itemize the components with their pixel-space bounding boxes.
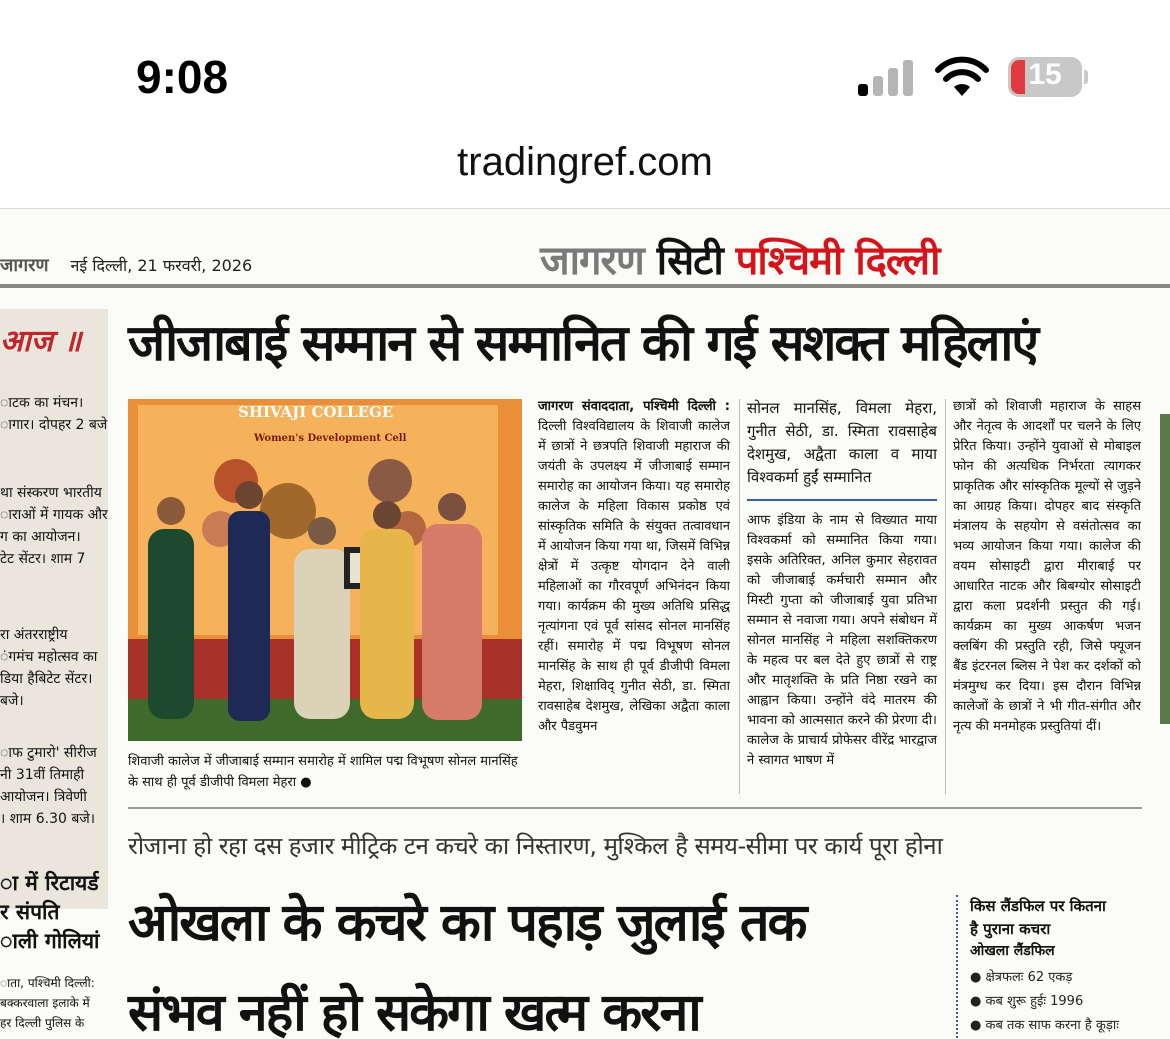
photo-banner-title: SHIVAJI COLLEGE [238, 403, 394, 421]
left-line: था संस्करण भारतीय [0, 485, 102, 501]
browser-url-bar[interactable] [0, 130, 1170, 209]
article-column-1-text: दिल्ली विश्वविद्यालय के शिवाजी कालेज में छात्रों ने छत्रपति शिवाजी महाराज की जयंती के उपलक्ष्य में जीजाबाई सम्मान समारोह का आयोजन किया। यह समारोह कालेज के महिला विकास प्रकोष्ठ एवं सांस्कृतिक समिति के संयुक्त तत्वावधान में आयोजन किया गया था, जिसमें विभिन्न क्षेत्रों में उत्कृष्ट योगदान देने वाली महिलाओं का गौरवपूर्ण अभिनंदन किया गया। कार्यक्रम की मुख्य अतिथि प्रसिद्ध नृत्यांगना एवं पूर्व सांसद सोनल मानसिंह रहीं। समारोह में पद्म विभूषण सोनल मानसिंह के साथ ही पूर्व डीजीपी विमला मेहरा, शिक्षाविद् गुनीत सेठी, डा. स्मिता रावसाहेब देशमुख, लेखिका अद्वैता काला और पैडवुमन [538, 419, 730, 734]
url-text[interactable]: tradingref.com [457, 140, 713, 184]
article2-subheadline: रोजाना हो रहा दस हजार मीट्रिक टन कचरे का निस्तारण, मुश्किल है समय-सीमा पर कार्य पूरा होना [128, 832, 943, 860]
info-box-subtitle: ओखला लैंडफिल [970, 943, 1055, 959]
battery-icon [1008, 57, 1088, 97]
info-box-title-2: है पुराना कचरा [970, 920, 1051, 938]
wifi-icon [934, 56, 990, 100]
left-event-2 [0, 482, 108, 570]
article-column-1 [538, 397, 730, 797]
section-divider [128, 807, 1142, 809]
left-line: डिया हैबिटेट सेंटर। [0, 671, 93, 687]
left-event-4 [0, 742, 108, 830]
left-line: ाता, पश्चिमी दिल्ली: [0, 976, 95, 990]
landfill-info-box [956, 895, 1140, 1038]
right-edge-photo [1160, 414, 1170, 724]
left-story-body [0, 973, 108, 1033]
article-byline: जागरण संवाददाता, पश्चिमी दिल्ली : [538, 399, 730, 414]
left-line: आयोजन। त्रिवेणी [0, 789, 87, 805]
left-story-headline [0, 869, 108, 956]
left-line: ाराओं में गायक और [0, 507, 108, 523]
battery-level: 15 [1028, 58, 1062, 91]
left-line: । शाम 6.30 बजे। [0, 811, 96, 827]
photo-caption: शिवाजी कालेज में जीजाबाई सम्मान समारोह में शामिल पद्म विभूषण सोनल मानसिंह के साथ ही पूर्व डीजीपी विमला मेहरा ● [128, 754, 518, 790]
left-event-1 [0, 392, 108, 436]
left-line: ाली गोलियां [0, 929, 100, 953]
info-box-item: ● क्षेत्रफलः 62 एकड़ [970, 970, 1073, 985]
left-line: रा अंतरराष्ट्रीय [0, 627, 68, 643]
left-line: ाफ टुमारो' सीरीज [0, 745, 97, 761]
left-line: बजे। [0, 693, 24, 709]
article-column-3-text: छात्रों को शिवाजी महाराज के साहस और नेतृत्व के आदर्शों पर चलने के लिए प्रेरित किया। उन्होंने युवाओं से मोबाइल फोन की अत्यधिक निर्भरता त्यागकर प्राकृतिक और सांस्कृतिक मूल्यों से जुड़ने का आग्रह किया। दोपहर बाद संस्कृति मंत्रालय के सहयोग से वसंतोत्सव का भव्य आयोजन किया गया। कालेज की वयम सोसाइटी द्वारा मीराबाई पर आधारित नाटक और बिबग्योर सोसाइटी द्वारा कला प्रदर्शनी प्रस्तुत की गई। कार्यक्रम का मुख्य आकर्षण भजन क्लबिंग की प्रस्तुति रही, जिसे फ्यूजन बैंड इंटरनल ब्लिस ने पेश कर दर्शकों को मंत्रमुग्ध कर दिया। इस दौरान विभिन्न कालेजों के छात्रों ने भी गीत-संगीत और नृत्य की मनमोहक प्रस्तुतियां दीं। [953, 399, 1141, 734]
left-line: र संपति [0, 900, 60, 924]
left-column-logo: आज ॥ [0, 324, 82, 359]
masthead-left [0, 253, 252, 277]
left-line: बक्करवाला इलाके में [0, 996, 90, 1010]
left-line: टेट सेंटर। शाम 7 [0, 551, 86, 567]
masthead-left-logo: जागरण [0, 255, 49, 276]
left-line: ा में रिटायर्ड [0, 871, 99, 895]
brand-city: सिटी [656, 238, 723, 284]
article2-headline-line1: ओखला के कचरे का पहाड़ जुलाई तक [128, 893, 806, 953]
article-column-3 [953, 397, 1141, 797]
award-ceremony-photo [128, 399, 522, 741]
cellular-signal-icon [856, 60, 916, 96]
article-column-2 [747, 397, 937, 797]
left-line: नी 31वीं तिमाही [0, 767, 85, 783]
info-box-title-1: किस लैंडफिल पर कितना [970, 897, 1106, 915]
masthead-rule [0, 284, 1170, 288]
brand-region: पश्चिमी दिल्ली [735, 238, 940, 284]
left-line: ग का आयोजन। [0, 529, 81, 545]
brand-jagran: जागरण [540, 238, 644, 284]
left-event-3 [0, 624, 108, 712]
article2-headline-line2: संभव नहीं हो सकेगा खत्म करना [128, 983, 700, 1039]
masthead-date: नई दिल्ली, 21 फरवरी, 2026 [70, 256, 253, 275]
left-line: ंगमंच महोत्सव का [0, 649, 98, 665]
article-photo [128, 399, 522, 741]
photo-banner-subtitle: Women's Development Cell [254, 433, 407, 444]
left-line: ाटक का मंचन। [0, 395, 84, 411]
left-line: ागार। दोपहर 2 बजे [0, 417, 108, 433]
column-divider [945, 399, 946, 794]
status-bar [0, 0, 1170, 130]
article-headline: जीजाबाई सम्मान से सम्मानित की गई सशक्त महिलाएं [128, 314, 1037, 372]
info-box-item: ● कब शुरू हुईः 1996 [970, 994, 1084, 1009]
newspaper-page [0, 209, 1170, 1039]
status-time: 9:08 [136, 51, 229, 103]
article-column-2-text: आफ इंडिया के नाम से विख्यात माया विश्वकर्मा को सम्मानित किया गया। इसके अतिरिक्त, अनिल कुमार सेहरावत को जीजाबाई कर्मचारी सम्मान और मिस्टी गुप्ता को जीजाबाई युवा प्रतिभा सम्मान से नवाजा गया। अपने संबोधन में सोनल मानसिंह ने महिला सशक्तिकरण के महत्व पर बल देते हुए छात्रों से राष्ट्र और मातृशक्ति के प्रति निष्ठा रखने का आह्वान किया। उन्होंने वंदे मातरम की भावना को आत्मसात करने की प्रेरणा दी। कालेज के प्राचार्य प्रोफेसर वीरेंद्र भारद्वाज ने स्वागत भाषण में [747, 513, 937, 768]
masthead-brand [540, 231, 939, 286]
info-box-item: ● कब तक साफ करना है कूड़ाः [970, 1018, 1119, 1033]
column-divider [739, 399, 740, 794]
left-line: हर दिल्ली पुलिस के [0, 1016, 85, 1030]
article-pullquote: सोनल मानसिंह, विमला मेहरा, गुनीत सेठी, डा. स्मिता रावसाहेब देशमुख, अद्वैता काला व माया विश्वकर्मा हुईं सम्मानित [747, 397, 937, 501]
